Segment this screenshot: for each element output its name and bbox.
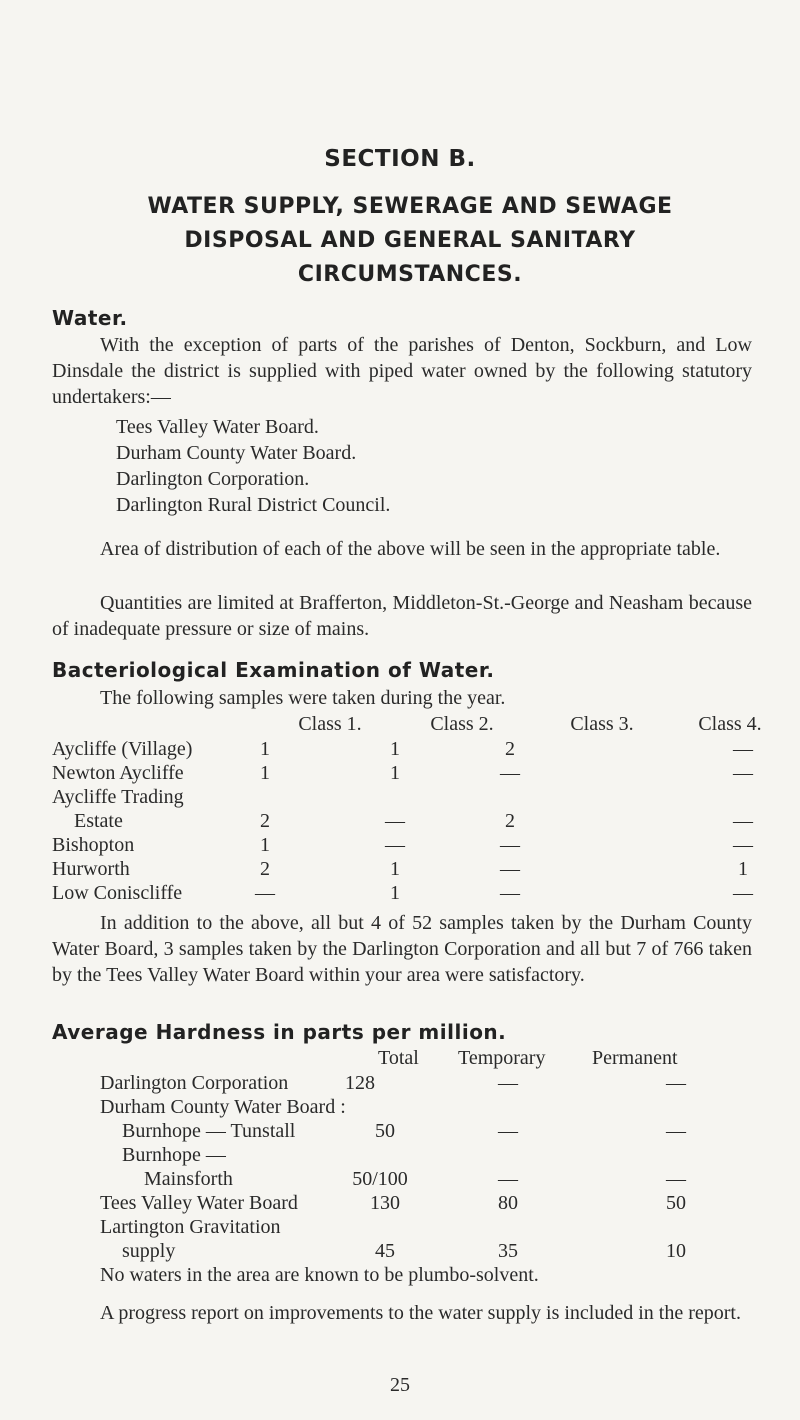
water-intro — [52, 332, 752, 410]
table-cell: 45 — [375, 1240, 395, 1262]
table-cell: 2 — [505, 810, 515, 832]
column-header: Permanent — [592, 1047, 678, 1069]
table-cell: — — [733, 738, 753, 760]
row-label: Mainsforth — [144, 1168, 233, 1190]
table-cell: — — [500, 882, 520, 904]
list-item: Darlington Corporation. — [116, 468, 310, 490]
row-label: Lartington Gravitation — [100, 1216, 281, 1238]
table-cell: — — [666, 1072, 686, 1094]
table-cell: 35 — [498, 1240, 518, 1262]
table-cell: — — [666, 1120, 686, 1142]
table-cell: 130 — [370, 1192, 400, 1214]
table-cell: — — [666, 1168, 686, 1190]
progress-paragraph — [52, 1300, 752, 1326]
table-cell: — — [733, 762, 753, 784]
table-cell: — — [255, 882, 275, 904]
title-line: WATER SUPPLY, SEWERAGE AND SEWAGE — [147, 194, 673, 219]
row-label: supply — [122, 1240, 176, 1262]
list-item: Tees Valley Water Board. — [116, 416, 319, 438]
row-label-continued: Estate — [74, 810, 123, 832]
section-title: SECTION B. — [324, 146, 476, 172]
table-cell: — — [385, 810, 405, 832]
table-cell: 50 — [375, 1120, 395, 1142]
table-cell: 50/100 — [352, 1168, 408, 1190]
bacteriological-intro: The following samples were taken during the year. — [100, 687, 506, 709]
table-cell: — — [385, 834, 405, 856]
plumbo-text: No waters in the area are known to be plumbo-solvent. — [100, 1264, 539, 1286]
row-label: Aycliffe (Village) — [52, 738, 193, 760]
table-cell: 2 — [505, 738, 515, 760]
table-cell: 50 — [666, 1192, 686, 1214]
title-line: DISPOSAL AND GENERAL SANITARY — [184, 228, 636, 253]
column-header: Class 2. — [430, 713, 494, 735]
table-cell: — — [500, 858, 520, 880]
row-label: Hurworth — [52, 858, 130, 880]
table-cell: — — [498, 1168, 518, 1190]
table-cell: 2 — [260, 858, 270, 880]
table-cell: — — [733, 882, 753, 904]
title-line: CIRCUMSTANCES. — [297, 262, 523, 287]
addition-text: In addition to the above, all but 4 of 52 samples taken by the Durham County Water Board, 3 samples taken by the Darlington Corporation and all but 7 of 766 taken by the Tees Valley Water Board within your area were satisfactory. — [52, 912, 752, 986]
table-cell: 1 — [390, 762, 400, 784]
water-intro-text: With the exception of parts of the parishes of Denton, Sockburn, and Low Dinsdale the district is supplied with piped water owned by the following statutory undertakers:— — [52, 334, 752, 408]
row-label: Darlington Corporation — [100, 1072, 289, 1094]
table-cell: 1 — [390, 858, 400, 880]
area-paragraph — [52, 536, 752, 562]
row-label: Bishopton — [52, 834, 135, 856]
column-header: Class 1. — [298, 713, 362, 735]
table-cell: 80 — [498, 1192, 518, 1214]
progress-text: A progress report on improvements to the water supply is included in the report. — [100, 1302, 741, 1324]
quantities-paragraph — [52, 590, 752, 642]
table-cell: — — [498, 1120, 518, 1142]
list-item: Darlington Rural District Council. — [116, 494, 391, 516]
row-label: Low Coniscliffe — [52, 882, 183, 904]
column-header: Class 3. — [570, 713, 634, 735]
area-text: Area of distribution of each of the above will be seen in the appropriate table. — [100, 538, 721, 560]
column-header: Class 4. — [698, 713, 762, 735]
quantities-text: Quantities are limited at Brafferton, Middleton-St.-George and Neasham because of inadequate pressure or size of mains. — [52, 592, 752, 640]
table-cell: — — [500, 834, 520, 856]
row-label: Burnhope — — [122, 1144, 226, 1166]
table-cell: 1 — [260, 762, 270, 784]
row-label: Durham County Water Board : — [100, 1096, 346, 1118]
column-header: Temporary — [458, 1047, 546, 1069]
table-cell: — — [733, 810, 753, 832]
list-item: Durham County Water Board. — [116, 442, 357, 464]
table-cell: — — [498, 1072, 518, 1094]
addition-paragraph — [52, 910, 752, 988]
table-cell: 1 — [738, 858, 748, 880]
table-cell: 2 — [260, 810, 270, 832]
table-cell: — — [733, 834, 753, 856]
table-cell: 10 — [666, 1240, 686, 1262]
table-cell: 128 — [345, 1072, 375, 1094]
main-title — [90, 190, 730, 292]
page-number: 25 — [390, 1374, 410, 1396]
table-cell: 1 — [390, 882, 400, 904]
column-header: Total — [378, 1047, 419, 1069]
undertakers-list — [116, 414, 390, 518]
row-label: Tees Valley Water Board — [100, 1192, 298, 1214]
row-label: Burnhope — Tunstall — [122, 1120, 296, 1142]
row-label: Aycliffe Trading — [52, 786, 184, 808]
hardness-heading: Average Hardness in parts per million. — [52, 1020, 507, 1044]
water-heading: Water. — [52, 306, 128, 330]
bacteriological-heading: Bacteriological Examination of Water. — [52, 658, 495, 682]
table-cell: 1 — [260, 834, 270, 856]
table-cell: 1 — [390, 738, 400, 760]
row-label: Newton Aycliffe — [52, 762, 184, 784]
table-cell: — — [500, 762, 520, 784]
table-cell: 1 — [260, 738, 270, 760]
